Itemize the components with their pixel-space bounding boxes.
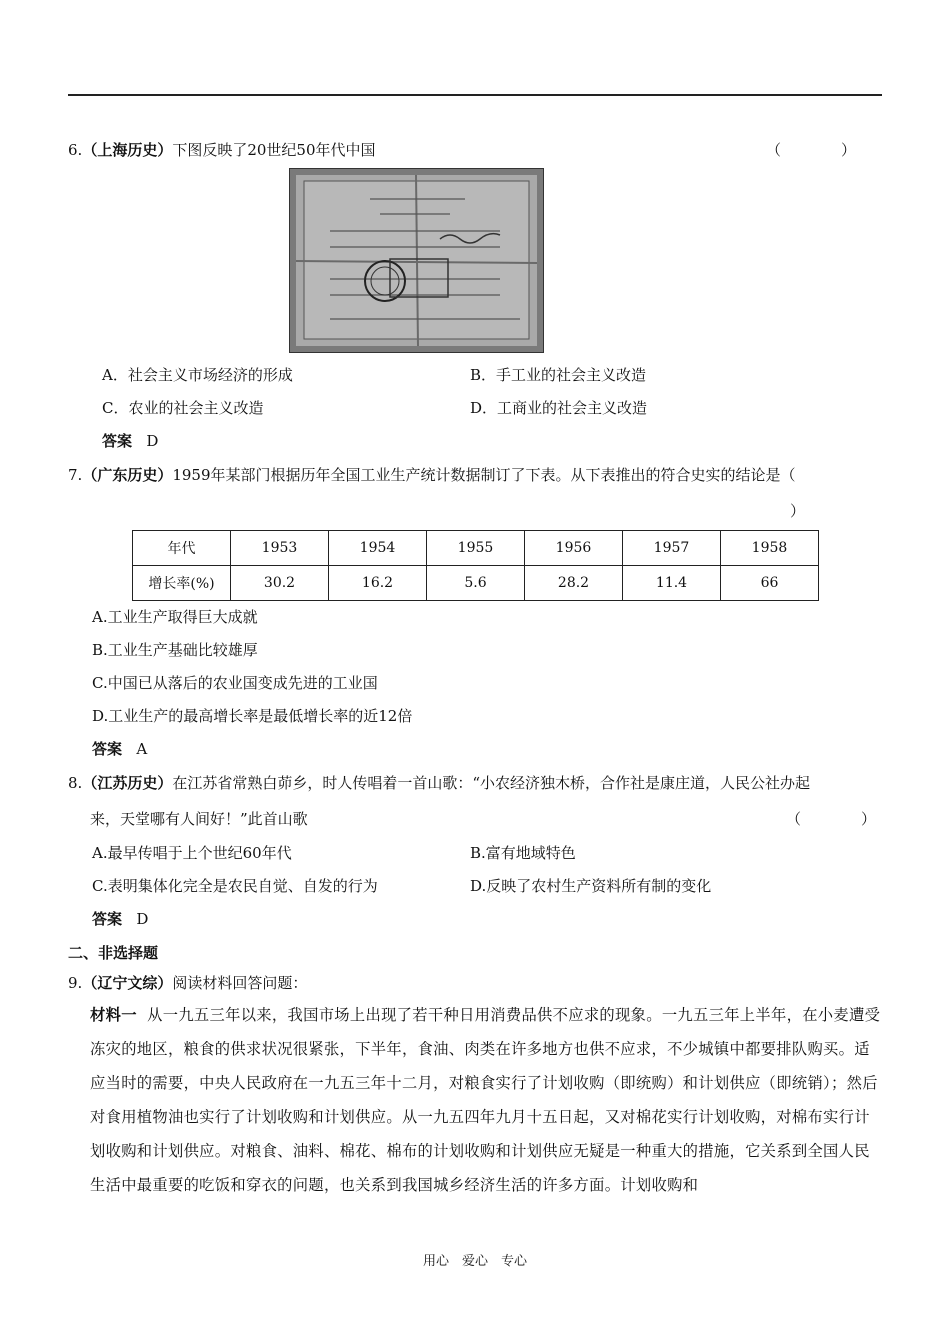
q7-option-a: A.工业生产取得巨大成就 <box>92 608 258 626</box>
answer-value: A <box>136 740 148 758</box>
answer-value: D <box>146 432 159 450</box>
table-cell: 增长率(%) <box>133 566 231 601</box>
answer-label: 答案 <box>102 432 133 450</box>
answer-value: D <box>136 910 149 928</box>
q8-option-c: C.表明集体化完全是农民自觉、自发的行为 <box>92 877 378 895</box>
question-number: 8. <box>68 774 83 792</box>
answer-bracket: （ ） <box>766 141 857 159</box>
table-cell: 16.2 <box>329 566 427 601</box>
answer-label: 答案 <box>92 910 123 928</box>
certificate-photo <box>289 168 544 353</box>
q8-answer <box>92 908 148 929</box>
question-source: （上海历史） <box>82 141 173 159</box>
table-row <box>133 566 819 601</box>
question-number: 9. <box>68 974 83 992</box>
question-text: 在江苏省常熟白茆乡，时人传唱着一首山歌：“小农经济独木桥，合作社是康庄道，人民公社办起 <box>172 774 811 792</box>
q6-answer <box>102 430 158 451</box>
q7-option-d: D.工业生产的最高增长率是最低增长率的近12倍 <box>92 707 413 725</box>
table-cell: 年代 <box>133 531 231 566</box>
question-source: （广东历史） <box>82 466 173 484</box>
material-one-paragraph <box>90 998 882 1202</box>
growth-rate-table <box>132 530 819 601</box>
certificate-image <box>290 169 543 352</box>
material-text: 从一九五三年以来，我国市场上出现了若干种日用消费品供不应求的现象。一九五三年上半年，在小麦遭受冻灾的地区，粮食的供求状况很紧张，下半年，食油、肉类在许多地方也供不应求，不少城镇中都要排队购买。适应当时的需要，中央人民政府在一九五三年十二月，对粮食实行了计划收购（即统购）和计划供应（即统销）；然后对食用植物油也实行了计划收购和计划供应。从一九五四年九月十五日起，又对棉花实行计划收购，对棉布实行计划收购和计划供应。对粮食、油料、棉花、棉布的计划收购和计划供应无疑是一种重大的措施，它关系到全国人民生活中最重要的吃饭和穿衣的问题，也关系到我国城乡经济生活的许多方面。计划收购和 <box>90 1006 881 1194</box>
question-number: 7. <box>68 466 83 484</box>
table-cell: 1958 <box>721 531 819 566</box>
answer-bracket: （ ） <box>786 810 877 828</box>
section-heading: 二、非选择题 <box>68 944 159 962</box>
question-6-stem <box>68 139 376 160</box>
q8-option-b: B.富有地域特色 <box>470 844 576 862</box>
question-number: 6. <box>68 141 83 159</box>
page-footer: 用心 爱心 专心 <box>422 1254 527 1269</box>
table-cell: 30.2 <box>231 566 329 601</box>
table-cell: 1955 <box>427 531 525 566</box>
q7-option-c: C.中国已从落后的农业国变成先进的工业国 <box>92 674 378 692</box>
question-8-stem <box>68 772 810 793</box>
material-label: 材料一 <box>90 1006 137 1024</box>
question-text: 1959年某部门根据历年全国工业生产统计数据制订了下表。从下表推出的符合史实的结论是（ <box>172 466 796 484</box>
answer-label: 答案 <box>92 740 123 758</box>
table-cell: 28.2 <box>525 566 623 601</box>
q7-option-b: B.工业生产基础比较雄厚 <box>92 641 258 659</box>
table-cell: 1954 <box>329 531 427 566</box>
table-cell: 1957 <box>623 531 721 566</box>
answer-bracket-close: ） <box>790 502 806 520</box>
table-cell: 5.6 <box>427 566 525 601</box>
q8-option-d: D.反映了农村生产资料所有制的变化 <box>470 877 712 895</box>
q8-option-a: A.最早传唱于上个世纪60年代 <box>92 844 292 862</box>
table-cell: 11.4 <box>623 566 721 601</box>
q6-option-d: D．工商业的社会主义改造 <box>470 399 648 417</box>
question-source: （辽宁文综） <box>82 974 173 992</box>
question-text: 下图反映了20世纪50年代中国 <box>172 141 376 159</box>
question-8-stem-cont: 来，天堂哪有人间好！”此首山歌 <box>90 810 308 828</box>
table-cell: 1953 <box>231 531 329 566</box>
q6-option-b: B．手工业的社会主义改造 <box>470 366 647 384</box>
table-cell: 1956 <box>525 531 623 566</box>
q6-option-c: C．农业的社会主义改造 <box>102 399 264 417</box>
question-text: 阅读材料回答问题： <box>172 974 308 992</box>
table-cell: 66 <box>721 566 819 601</box>
q6-option-a: A．社会主义市场经济的形成 <box>102 366 293 384</box>
table-header-row <box>133 531 819 566</box>
question-7-stem <box>68 464 796 485</box>
q7-answer <box>92 738 147 759</box>
question-9-stem <box>68 972 307 993</box>
header-rule <box>68 94 882 96</box>
question-source: （江苏历史） <box>82 774 173 792</box>
